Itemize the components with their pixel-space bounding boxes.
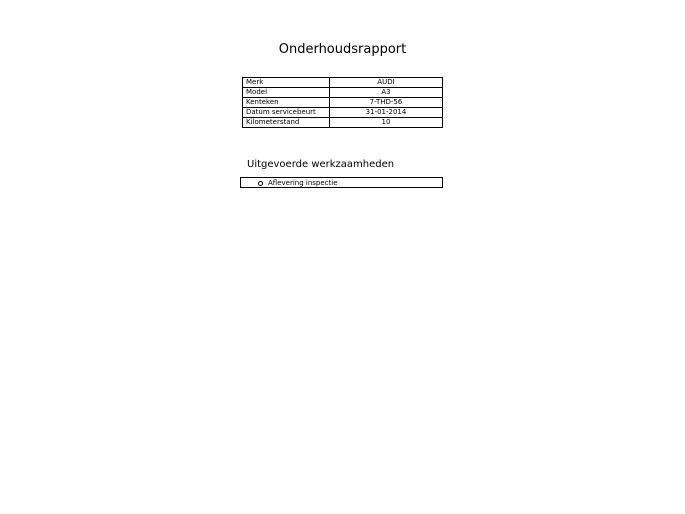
work-list xyxy=(240,177,443,188)
row-value: 7-THD-56 xyxy=(330,98,443,108)
work-section-heading: Uitgevoerde werkzaamheden xyxy=(247,159,395,170)
vehicle-info-table xyxy=(242,77,443,128)
list-item-label: Aflevering inspectie xyxy=(268,179,338,187)
row-label: Model xyxy=(243,88,330,98)
table-row xyxy=(243,78,443,88)
bullet-icon xyxy=(258,181,263,186)
page-title: Onderhoudsrapport xyxy=(278,42,407,57)
row-value: 31-01-2014 xyxy=(330,108,443,118)
row-value: AUDI xyxy=(330,78,443,88)
table-row xyxy=(243,108,443,118)
list-item xyxy=(241,178,442,188)
table-row xyxy=(243,98,443,108)
row-label: Kilometerstand xyxy=(243,118,330,128)
table-row xyxy=(243,88,443,98)
row-value: 10 xyxy=(330,118,443,128)
row-value: A3 xyxy=(330,88,443,98)
row-label: Kenteken xyxy=(243,98,330,108)
row-label: Merk xyxy=(243,78,330,88)
row-label: Datum servicebeurt xyxy=(243,108,330,118)
table-row xyxy=(243,118,443,128)
